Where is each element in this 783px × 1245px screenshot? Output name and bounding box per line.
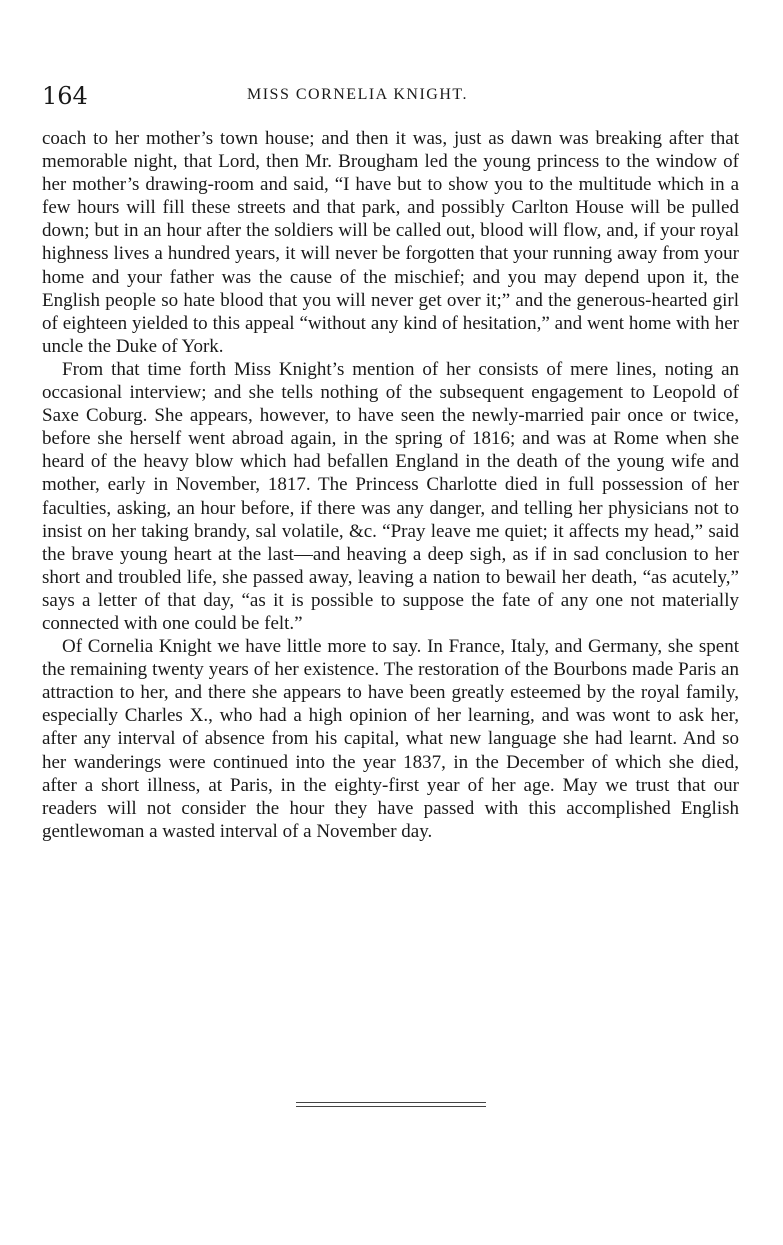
end-rule-divider [296,1102,486,1108]
page-header [42,82,742,112]
paragraph-2: From that time forth Miss Knight’s mention of her consists of mere lines, noting an occasional interview; and she tells nothing of the subsequent engagement to Leopold of Saxe Coburg. She appears, however, to have seen the newly-married pair once or twice, before she herself went abroad again, in the spring of 1816; and was at Rome when she heard of the heavy blow which had befallen England in the death of the young wife and mother, early in November, 1817. The Princess Charlotte died in full possession of her faculties, asking, an hour before, if there was any danger, and telling her physicians not to insist on her taking brandy, sal volatile, &c. “Pray leave me quiet; it affects my head,” said the brave young heart at the last—and heaving a deep sigh, as if in sad conclusion to her short and troubled life, she passed away, leaving a nation to bewail her death, “as acutely,” says a letter of that day, “as it is possible to suppose the fate of any one not materially connected with one could be felt.” [42,358,739,634]
page-number: 164 [42,82,88,110]
paragraph-1: coach to her mother’s town house; and then it was, just as dawn was breaking after that memorable night, that Lord, then Mr. Brougham led the young princess to the window of her mother’s drawing-room and said, “I have but to show you to the multitude which in a few hours will fill these streets and that park, and possibly Carlton House will be pulled down; but in an hour after the soldiers will be called out, blood will flow, and, if your royal highness lives a hundred years, it will never be forgotten that your running away from your home and your father was the cause of the mischief; and you may depend upon it, the English people so hate blood that you will never get over it;” and the generous-hearted girl of eighteen yielded to this appeal “without any kind of hesitation,” and went home with her uncle the Duke of York. [42,128,739,357]
body-text [42,127,739,843]
running-head: MISS CORNELIA KNIGHT. [247,86,468,103]
paragraph-3: Of Cornelia Knight we have little more to say. In France, Italy, and Germany, she spent the remaining twenty years of her existence. The restoration of the Bourbons made Paris an attraction to her, and there she appears to have been greatly esteemed by the royal family, especially Charles X., who had a high opinion of her learning, and was wont to ask her, after any interval of absence from his capital, what new language she had learnt. And so her wanderings were continued into the year 1837, in the December of which she died, after a short illness, at Paris, in the eighty-first year of her age. May we trust that our readers will not consider the hour they have passed with this accomplished English gentlewoman a wasted interval of a November day. [42,636,739,842]
